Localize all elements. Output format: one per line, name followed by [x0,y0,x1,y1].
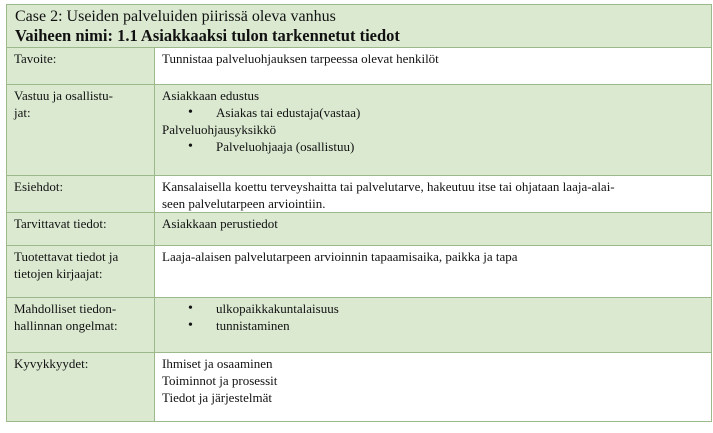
row-tarvittavat [7,212,711,245]
label-kyvykkyydet: Kyvykkyydet: [7,352,155,421]
kyvykkyydet-line1: Ihmiset ja osaaminen [162,355,273,371]
phase-table [7,48,711,421]
ongelmat-list [162,300,704,334]
ongelmat-item: • tunnistaminen [162,317,704,334]
value-ongelmat [155,297,712,352]
kyvykkyydet-line3: Tiedot ja järjestelmät [162,389,272,405]
case-title: Case 2: Useiden palveluiden piirissä oleva vanhus [15,8,336,25]
kyvykkyydet-line2: Toiminnot ja prosessit [162,372,278,388]
vastuu-group2-list [162,138,704,155]
vastuu-group2-item: • Palveluohjaaja (osallistuu) [162,138,704,155]
label-tavoite: Tavoite: [7,48,155,84]
label-esiehdot: Esiehdot: [7,175,155,212]
label-vastuu [7,84,155,175]
phase-title: Vaiheen nimi: 1.1 Asiakkaaksi tulon tarkennetut tiedot [15,26,400,45]
value-tavoite: Tunnistaa palveluohjauksen tarpeessa olevat henkilöt [155,48,712,84]
row-kyvykkyydet [7,352,711,421]
row-tavoite [7,48,711,84]
row-esiehdot [7,175,711,212]
value-tarvittavat: Asiakkaan perustiedot [155,212,712,245]
label-ongelmat-line2: hallinnan ongelmat: [14,317,118,333]
row-vastuu [7,84,711,175]
label-tarvittavat: Tarvittavat tiedot: [7,212,155,245]
value-tuotettavat: Laaja-alaisen palvelutarpeen arvioinnin tapaamisaika, paikka ja tapa [155,245,712,297]
label-ongelmat-line1: Mahdolliset tiedon- [14,300,117,316]
document-header [7,5,711,48]
row-ongelmat [7,297,711,352]
vastuu-group1-list [162,104,704,121]
row-tuotettavat [7,245,711,297]
value-vastuu [155,84,712,175]
label-vastuu-line2: jat: [14,104,31,120]
esiehdot-line2: seen palvelutarpeen arviointiin. [162,195,326,211]
label-tuotettavat [7,245,155,297]
vastuu-group1-item: • Asiakas tai edustaja(vastaa) [162,104,704,121]
label-tuotettavat-line1: Tuotettavat tiedot ja [14,248,119,264]
label-ongelmat [7,297,155,352]
value-esiehdot [155,175,712,212]
value-kyvykkyydet [155,352,712,421]
vastuu-group1-title: Asiakkaan edustus [162,87,260,103]
vastuu-group2-title: Palveluohjausyksikkö [162,121,277,137]
label-tuotettavat-line2: tietojen kirjaajat: [14,265,103,281]
esiehdot-line1: Kansalaisella koettu terveyshaitta tai palvelutarve, hakeutuu itse tai ohjataan laaja-alai- [162,178,615,194]
label-vastuu-line1: Vastuu ja osallistu- [14,87,113,103]
process-document [6,4,712,422]
ongelmat-item: • ulkopaikkakuntalaisuus [162,300,704,317]
